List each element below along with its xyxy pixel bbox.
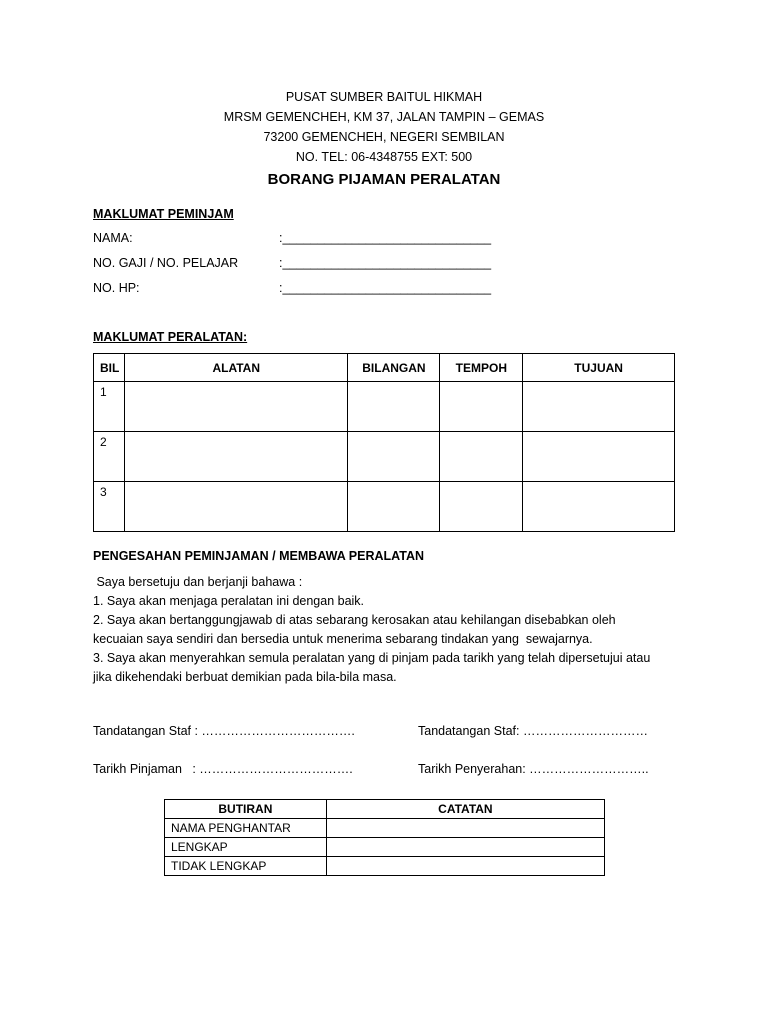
- bilangan-cell[interactable]: [348, 482, 440, 532]
- row-number: 1: [94, 382, 125, 432]
- row-number: 2: [94, 432, 125, 482]
- detail-label: NAMA PENGHANTAR: [165, 819, 327, 838]
- row-number: 3: [94, 482, 125, 532]
- detail-label: LENGKAP: [165, 838, 327, 857]
- details-table: [164, 799, 605, 876]
- header-line-3: 73200 GEMENCHEH, NEGERI SEMBILAN: [263, 130, 505, 144]
- col-tujuan: TUJUAN: [523, 354, 675, 382]
- tujuan-cell[interactable]: [523, 432, 675, 482]
- detail-note-cell[interactable]: [326, 857, 604, 876]
- statement-line: 3. Saya akan menyerahkan semula peralatan yang di pinjam pada tarikh yang telah dipersetujui atau: [93, 651, 651, 665]
- col-catatan: CATATAN: [326, 800, 604, 819]
- alatan-cell[interactable]: [124, 382, 347, 432]
- table-row: [165, 838, 605, 857]
- bilangan-cell[interactable]: [348, 382, 440, 432]
- alatan-cell[interactable]: [124, 482, 347, 532]
- return-date-field[interactable]: Tarikh Penyerahan: ………………………..: [418, 762, 649, 776]
- name-label: NAMA:: [93, 231, 133, 245]
- table-row: [94, 382, 675, 432]
- borrow-date-field[interactable]: Tarikh Pinjaman : ……………………………….: [93, 762, 353, 776]
- table-row: [165, 857, 605, 876]
- name-blank[interactable]: :______________________________: [279, 231, 492, 245]
- detail-label: TIDAK LENGKAP: [165, 857, 327, 876]
- id-number-blank[interactable]: :______________________________: [279, 256, 492, 270]
- detail-note-cell[interactable]: [326, 819, 604, 838]
- statement-line: 1. Saya akan menjaga peralatan ini dengan baik.: [93, 594, 365, 608]
- header-line-4: NO. TEL: 06-4348755 EXT: 500: [295, 150, 473, 164]
- institution-header: [0, 87, 768, 167]
- equipment-heading: MAKLUMAT PERALATAN:: [93, 330, 248, 344]
- col-bil: BIL: [94, 354, 125, 382]
- detail-note-cell[interactable]: [326, 838, 604, 857]
- tempoh-cell[interactable]: [440, 482, 523, 532]
- table-row: [94, 432, 675, 482]
- statement-line: jika dikehendaki berbuat demikian pada bila-bila masa.: [93, 670, 397, 684]
- id-number-label: NO. GAJI / NO. PELAJAR: [93, 256, 239, 270]
- id-number-field[interactable]: [93, 256, 513, 274]
- tempoh-cell[interactable]: [440, 382, 523, 432]
- tujuan-cell[interactable]: [523, 382, 675, 432]
- col-alatan: ALATAN: [124, 354, 347, 382]
- borrower-heading: MAKLUMAT PEMINJAM: [93, 207, 234, 221]
- table-row: [165, 819, 605, 838]
- details-table-header: [165, 800, 605, 819]
- equipment-table: [93, 353, 675, 532]
- tujuan-cell[interactable]: [523, 482, 675, 532]
- tempoh-cell[interactable]: [440, 432, 523, 482]
- name-field[interactable]: [93, 231, 513, 249]
- header-line-2: MRSM GEMENCHEH, KM 37, JALAN TAMPIN – GEMAS: [223, 110, 545, 124]
- col-butiran: BUTIRAN: [165, 800, 327, 819]
- statement-line: 2. Saya akan bertanggungjawab di atas sebarang kerosakan atau kehilangan disebabkan oleh: [93, 613, 616, 627]
- staff-signature-right[interactable]: Tandatangan Staf: …………………………: [418, 724, 648, 738]
- statement-line: Saya bersetuju dan berjanji bahawa :: [93, 575, 303, 589]
- phone-label: NO. HP:: [93, 281, 140, 295]
- col-bilangan: BILANGAN: [348, 354, 440, 382]
- approval-heading: PENGESAHAN PEMINJAMAN / MEMBAWA PERALATAN: [93, 549, 425, 563]
- col-tempoh: TEMPOH: [440, 354, 523, 382]
- phone-blank[interactable]: :______________________________: [279, 281, 492, 295]
- header-line-1: PUSAT SUMBER BAITUL HIKMAH: [285, 90, 483, 104]
- staff-signature-left[interactable]: Tandatangan Staf : ……………………………….: [93, 724, 355, 738]
- form-title: BORANG PIJAMAN PERALATAN: [267, 171, 501, 188]
- bilangan-cell[interactable]: [348, 432, 440, 482]
- statement-line: kecuaian saya sendiri dan bersedia untuk menerima sebarang tindakan yang sewajarnya.: [93, 632, 593, 646]
- phone-field[interactable]: [93, 281, 513, 299]
- alatan-cell[interactable]: [124, 432, 347, 482]
- equipment-table-header: [94, 354, 675, 382]
- agreement-statements: [93, 573, 683, 687]
- table-row: [94, 482, 675, 532]
